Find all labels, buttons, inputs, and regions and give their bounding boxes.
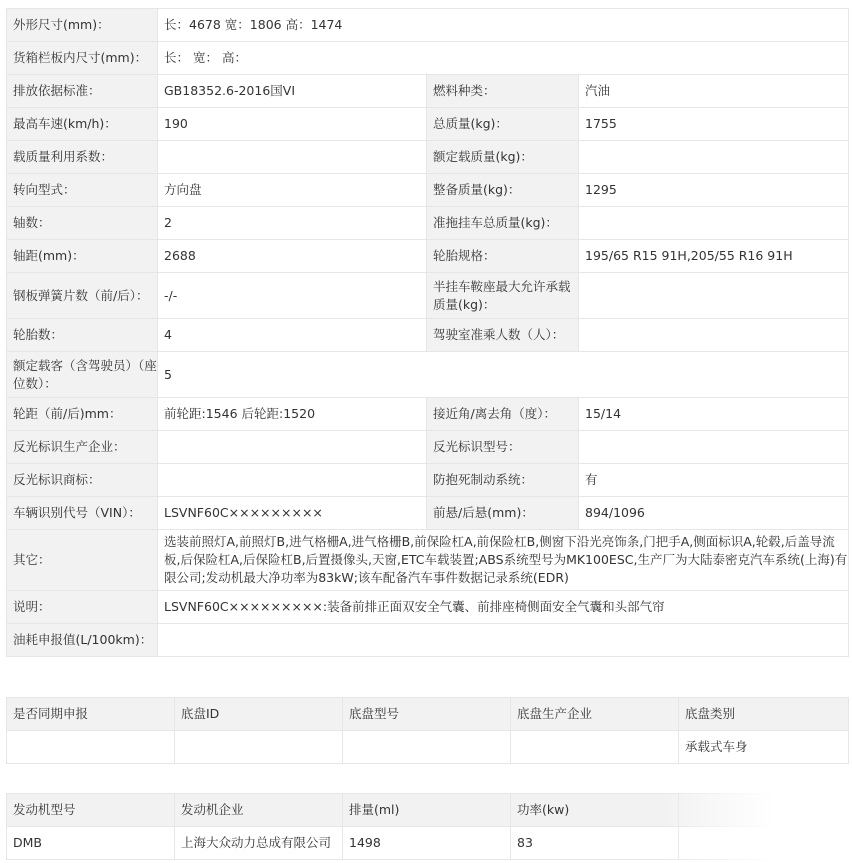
table-row [7, 398, 849, 431]
other-value: 选装前照灯A,前照灯B,进气格栅A,进气格栅B,前保险杠A,前保险杠B,侧窗下沿光亮饰条,门把手A,侧面标识A,轮毂,后盖导流板,后保险杠A,后保险杠B,后置摄像头,天窗,ETC车载装置;ABS系统型号为MK100ESC,生产厂为大陆泰密克汽车系统(上海)有限公司;发动机最大净功率为83kW;该车配备汽车事件数据记录系统(EDR) [158, 530, 849, 591]
note-label: 说明： [7, 591, 158, 624]
leaf-spring-label: 钢板弹簧片数（前/后）： [7, 273, 158, 319]
rated-load-label: 额定载质量(kg)： [427, 141, 579, 174]
max-speed-label: 最高车速(km/h)： [7, 108, 158, 141]
cargo-box-label: 货箱栏板内尺寸(mm)： [7, 42, 158, 75]
steering-label: 转向型式： [7, 174, 158, 207]
table-row [7, 624, 849, 657]
cab-seats-label: 驾驶室准乘人数（人）： [427, 319, 579, 352]
column-header: 底盘ID [175, 698, 343, 731]
fuel-consumption-label: 油耗申报值(L/100km)： [7, 624, 158, 657]
tire-spec-value: 195/65 R15 91H,205/55 R16 91H [579, 240, 849, 273]
table-cell [511, 731, 679, 764]
table-cell [343, 731, 511, 764]
table-row [7, 464, 849, 497]
passenger-capacity-label: 额定载客（含驾驶员）（座位数）： [7, 352, 158, 398]
trailer-mass-label: 准拖挂车总质量(kg)： [427, 207, 579, 240]
column-header: 是否同期申报 [7, 698, 175, 731]
reflector-maker-value [158, 431, 427, 464]
table-row [7, 141, 849, 174]
saddle-load-label: 半挂车鞍座最大允许承载质量(kg)： [427, 273, 579, 319]
fuel-type-value: 汽油 [579, 75, 849, 108]
abs-value: 有 [579, 464, 849, 497]
reflector-brand-value [158, 464, 427, 497]
table-row [7, 319, 849, 352]
fuel-consumption-value [158, 624, 849, 657]
other-label: 其它： [7, 530, 158, 591]
track-width-value: 前轮距:1546 后轮距:1520 [158, 398, 427, 431]
axles-value: 2 [158, 207, 427, 240]
table-cell: 上海大众动力总成有限公司 [175, 827, 343, 860]
table-row [7, 75, 849, 108]
rated-load-value [579, 141, 849, 174]
table-cell: 83 [511, 827, 679, 860]
approach-departure-angle-value: 15/14 [579, 398, 849, 431]
trailer-mass-value [579, 207, 849, 240]
track-width-label: 轮距（前/后)mm： [7, 398, 158, 431]
curb-mass-value: 1295 [579, 174, 849, 207]
table-row [7, 352, 849, 398]
edge-fade-overlay [660, 785, 852, 863]
vehicle-spec-table [6, 8, 849, 657]
tire-count-value: 4 [158, 319, 427, 352]
table-cell [175, 731, 343, 764]
overhang-value: 894/1096 [579, 497, 849, 530]
vin-label: 车辆识别代号（VIN）： [7, 497, 158, 530]
load-utilization-value [158, 141, 427, 174]
column-header: 底盘生产企业 [511, 698, 679, 731]
overhang-label: 前悬/后悬(mm)： [427, 497, 579, 530]
column-header: 排量(ml) [343, 794, 511, 827]
table-row [7, 431, 849, 464]
table-row [7, 9, 849, 42]
table-row [7, 731, 849, 764]
dimensions-value: 长：4678 宽：1806 高：1474 [158, 9, 849, 42]
emission-standard-label: 排放依据标准： [7, 75, 158, 108]
reflector-maker-label: 反光标识生产企业： [7, 431, 158, 464]
curb-mass-label: 整备质量(kg)： [427, 174, 579, 207]
chassis-table [6, 697, 849, 764]
wheelbase-label: 轴距(mm)： [7, 240, 158, 273]
table-header-row [7, 698, 849, 731]
leaf-spring-value: -/- [158, 273, 427, 319]
reflector-model-value [579, 431, 849, 464]
steering-value: 方向盘 [158, 174, 427, 207]
passenger-capacity-value: 5 [158, 352, 849, 398]
fuel-type-label: 燃料种类： [427, 75, 579, 108]
table-row [7, 497, 849, 530]
table-cell: 承载式车身 [679, 731, 849, 764]
cab-seats-value [579, 319, 849, 352]
tire-spec-label: 轮胎规格： [427, 240, 579, 273]
max-speed-value: 190 [158, 108, 427, 141]
dimensions-label: 外形尺寸(mm)： [7, 9, 158, 42]
tire-count-label: 轮胎数： [7, 319, 158, 352]
gross-mass-label: 总质量(kg)： [427, 108, 579, 141]
reflector-model-label: 反光标识型号： [427, 431, 579, 464]
column-header: 发动机型号 [7, 794, 175, 827]
column-header: 发动机企业 [175, 794, 343, 827]
table-row [7, 108, 849, 141]
approach-departure-angle-label: 接近角/离去角（度）： [427, 398, 579, 431]
table-row [7, 174, 849, 207]
table-row [7, 273, 849, 319]
table-row [7, 591, 849, 624]
axles-label: 轴数： [7, 207, 158, 240]
note-value: LSVNF60C×××××××××:装备前排正面双安全气囊、前排座椅侧面安全气囊和头部气帘 [158, 591, 849, 624]
wheelbase-value: 2688 [158, 240, 427, 273]
column-header: 底盘类别 [679, 698, 849, 731]
table-cell [7, 731, 175, 764]
emission-standard-value: GB18352.6-2016国VI [158, 75, 427, 108]
reflector-brand-label: 反光标识商标： [7, 464, 158, 497]
column-header: 底盘型号 [343, 698, 511, 731]
gross-mass-value: 1755 [579, 108, 849, 141]
table-cell: 1498 [343, 827, 511, 860]
table-row [7, 207, 849, 240]
table-cell: DMB [7, 827, 175, 860]
cargo-box-value: 长： 宽： 高： [158, 42, 849, 75]
saddle-load-value [579, 273, 849, 319]
column-header: 功率(kw) [511, 794, 679, 827]
table-row [7, 42, 849, 75]
table-row [7, 530, 849, 591]
abs-label: 防抱死制动系统： [427, 464, 579, 497]
vin-value: LSVNF60C××××××××× [158, 497, 427, 530]
load-utilization-label: 载质量利用系数： [7, 141, 158, 174]
table-row [7, 240, 849, 273]
